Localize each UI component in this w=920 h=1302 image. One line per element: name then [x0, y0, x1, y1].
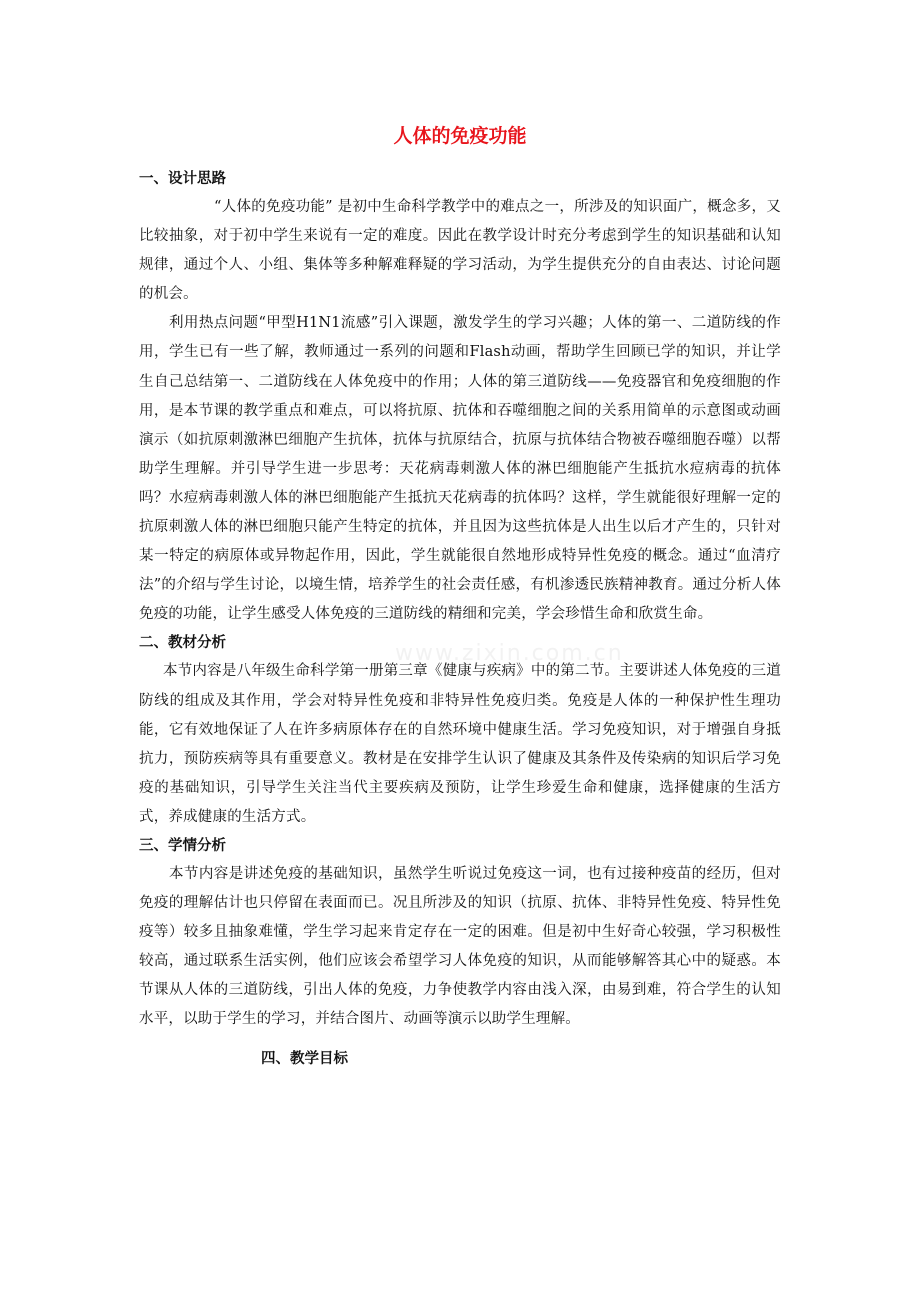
- section-teaching-goals: [139, 1045, 781, 1073]
- paragraph: 本节内容是八年级生命科学第一册第三章《健康与疾病》中的第二节。主要讲述人体免疫的三道防线的组成及其作用，学会对特异性免疫和非特异性免疫归类。免疫是人体的一种保护性生理功能，它有效地保证了人在许多病原体存在的自然环境中健康生活。学习免疫知识，对于增强自身抵抗力，预防疾病等具有重要意义。教材是在安排学生认识了健康及其条件及传染病的知识后学习免疫的基础知识，引导学生关注当代主要疾病及预防，让学生珍爱生命和健康，选择健康的生活方式，养成健康的生活方式。: [139, 663, 781, 825]
- section-student-analysis: [139, 832, 781, 1035]
- section-heading: 三、学情分析: [139, 837, 226, 854]
- section-heading: 一、设计思路: [139, 171, 226, 187]
- paragraph: 利用热点问题“甲型H1N1流感”引入课题，激发学生的学习兴趣；人体的第一、二道防线的作用，学生已有一些了解，教师通过一系列的问题和Flash动画，帮助学生回顾已学的知识，并让学生自己总结第一、二道防线在人体免疫中的作用；人体的第三道防线——免疫器官和免疫细胞的作用，是本节课的教学重点和难点，可以将抗原、抗体和吞噬细胞之间的关系用简单的示意图或动画演示（如抗原刺激淋巴细胞产生抗体，抗体与抗原结合，抗原与抗体结合物被吞噬细胞吞噬）以帮助学生理解。并引导学生进一步思考：天花病毒刺激人体的淋巴细胞能产生抵抗水痘病毒的抗体吗？水痘病毒刺激人体的淋巴细胞能产生抵抗天花病毒的抗体吗？这样，学生就能很好理解一定的抗原刺激人体的淋巴细胞只能产生特定的抗体，并且因为这些抗体是人出生以后才产生的，只针对某一特定的病原体或异物起作用，因此，学生就能很自然地形成特异性免疫的概念。通过“血清疗法”的介绍与学生讨论，以境生情，培养学生的社会责任感，有机渗透民族精神教育。通过分析人体免疫的功能，让学生感受人体免疫的三道防线的精细和完美，学会珍惜生命和欣赏生命。: [139, 315, 781, 623]
- section-heading: 二、教材分析: [139, 635, 226, 652]
- document-body: [139, 165, 781, 1073]
- watermark: www.zixin.com.cn: [395, 641, 624, 666]
- paragraph: 本节内容是讲述免疫的基础知识，虽然学生听说过免疫这一词，也有过接种疫苗的经历，但对免疫的理解估计也只停留在表面而已。况且所涉及的知识（抗原、抗体、非特异性免疫、特异性免疫等）较多且抽象难懂，学生学习起来肯定存在一定的困难。但是初中生好奇心较强，学习积极性较高，通过联系生活实例，他们应该会希望学习人体免疫的知识，从而能够解答其心中的疑惑。本节课从人体的三道防线，引出人体的免疫，力争使教学内容由浅入深，由易到难，符合学生的认知水平，以助于学生的学习，并结合图片、动画等演示以助学生理解。: [139, 865, 781, 1028]
- document-title: 人体的免疫功能: [393, 125, 527, 147]
- section-design-idea: [139, 165, 781, 629]
- paragraph: “人体的免疫功能” 是初中生命科学教学中的难点之一，所涉及的知识面广，概念多，又比较抽象，对于初中学生来说有一定的难度。因此在教学设计时充分考虑到学生的知识基础和认知规律，通过个人、小组、集体等多种解难释疑的学习活动，为学生提供充分的自由表达、讨论问题的机会。: [139, 199, 781, 303]
- section-textbook-analysis: [139, 629, 781, 832]
- section-heading: 四、教学目标: [261, 1050, 348, 1067]
